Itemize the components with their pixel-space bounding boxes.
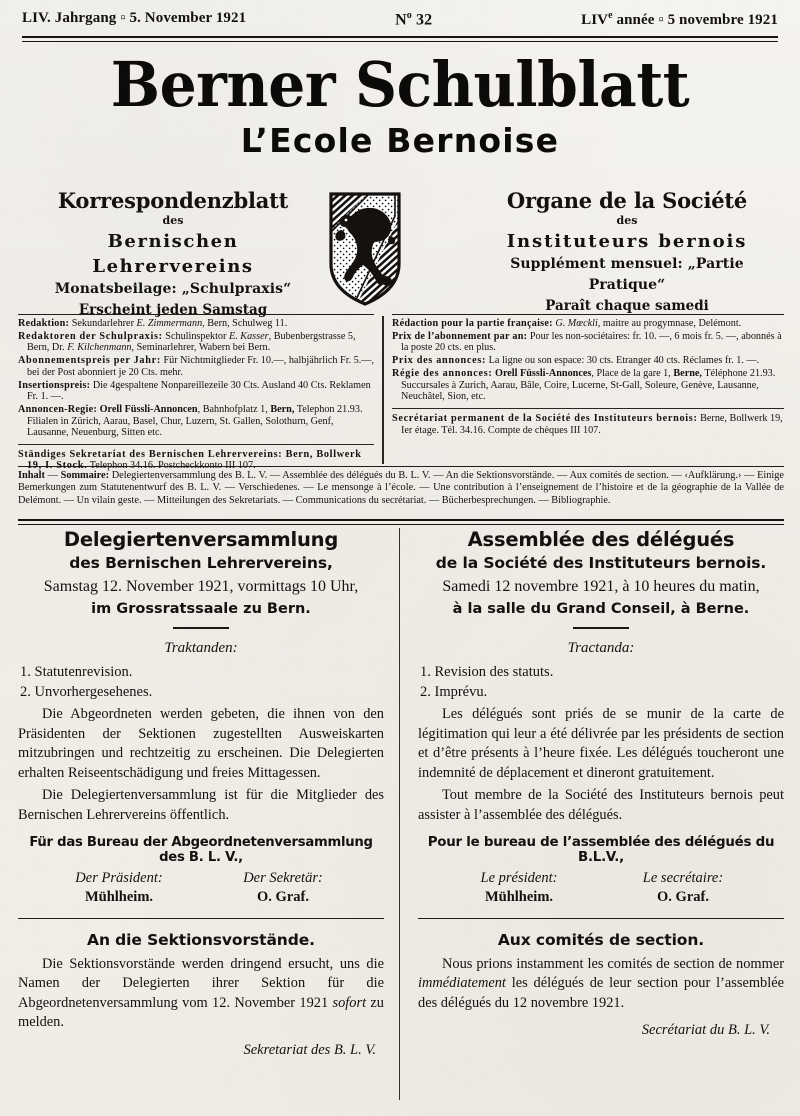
article-fr-subhead: de la Société des Instituteurs bernois. [435, 554, 767, 572]
article-de-section2-headline: An die Sektionsvorstände. [87, 930, 315, 949]
article-fr-secretary-role: Le secrétaire: [642, 869, 724, 886]
article-fr-agenda-item-2: 2. Imprévu. [420, 684, 488, 700]
bern-coat-of-arms-icon [327, 190, 403, 308]
contents-label-fr: Sommaire: [60, 470, 110, 481]
article-de-president-name: Mühlheim. [84, 888, 154, 905]
article-column-french [418, 528, 784, 1039]
imprint-de-divider [18, 444, 374, 445]
article-fr-president-name: Mühlheim. [484, 888, 554, 905]
subtitle-french [482, 188, 772, 316]
article-de-agenda-item-2: 2. Unvorhergesehenes. [20, 684, 153, 700]
article-fr-headline: Assemblée des délégués [467, 528, 735, 551]
article-de-secretary-role: Der Sekretär: [243, 869, 323, 886]
imprint-fr-redaction: Rédaction pour la partie française: G. Mœckli, maitre au progymnase, Delémont. [392, 318, 742, 329]
article-fr-para-2: Tout membre de la Société des Instituteurs bernois peut assister à l’assemblée des délégués. [418, 787, 784, 823]
article-de-para-2: Die Delegiertenversammlung ist für die Mitglieder des Bernischen Lehrervereins öffentlich. [18, 787, 384, 823]
article-de-subhead: des Bernischen Lehrervereins, [69, 554, 333, 572]
contents-rule-top [18, 466, 784, 467]
article-de-headline: Delegiertenversammlung [63, 528, 339, 551]
article-fr-president-slot [444, 869, 594, 907]
article-fr-agenda-label: Tractanda: [567, 640, 635, 656]
paper-title-french: L’Ecole Bernoise [240, 121, 560, 160]
subtitle-fr-line3: Instituteurs bernois [506, 231, 748, 252]
imprint-rule-right [392, 314, 784, 315]
article-fr-line4: à la salle du Grand Conseil, à Berne. [452, 601, 750, 617]
masthead [0, 48, 800, 160]
column-separator [399, 528, 400, 1100]
imprint-de-annoncen: Annoncen-Regie: Orell Füssli-Annoncen, Bahnhofplatz 1, Bern, Telephon 21.93. Filialen in Zürich, Aarau, Basel, Chur, Luzern, St. Gallen, Solothurn, Genf, Lausanne, Neuenburg, Sitten etc. [18, 403, 363, 439]
subtitle-de-line3: Bernischen Lehrervereins [92, 231, 254, 277]
article-de-line3: Samstag 12. November 1921, vormittags 10 Uhr, [43, 578, 359, 595]
subtitle-fr-line5: Paraît chaque samedi [545, 298, 709, 314]
imprint-vertical-separator [382, 316, 384, 464]
imprint-de-insertion: Insertionspreis: Die 4gespaltene Nonpareillezeile 30 Cts. Ausland 40 Cts. Reklamen Fr. 1. —. [18, 379, 371, 403]
imprint-rule-left [18, 314, 374, 315]
contents-rule-bottom [18, 519, 784, 525]
subtitle-de-line2: des [162, 214, 184, 227]
article-fr-section2-headline: Aux comités de section. [497, 930, 705, 949]
article-de-para-1: Die Abgeordneten werden gebeten, die ihnen von den Präsidenten der Sektionen zugestellten Ausweiskarten mitzubringen und rechtzeitig zu erscheinen. Die Delegierten erhalten Reiseentschädigung und freies Mittagessen. [18, 706, 384, 781]
subtitle-fr-line1: Organe de la Société [506, 188, 748, 213]
dateline-german: LIV. Jahrgang ▫ 5. November 1921 [22, 10, 247, 26]
article-fr-section2-signature: Secrétariat du B. L. V. [641, 1022, 770, 1039]
article-de-president-slot [44, 869, 194, 907]
article-de-secretary-slot [208, 869, 358, 907]
subtitle-german [28, 188, 318, 320]
subtitle-fr-line4: Supplément mensuel: „Partie Pratique“ [510, 256, 744, 293]
subtitle-de-line4: Monatsbeilage: „Schulpraxis“ [54, 281, 292, 297]
article-de-short-rule [173, 627, 229, 629]
subtitle-de-line5: Erscheint jeden Samstag [78, 302, 268, 318]
article-de-signatures [18, 869, 384, 907]
article-fr-signatures [418, 869, 784, 907]
article-fr-line3: Samedi 12 novembre 1921, à 10 heures du matin, [442, 578, 760, 595]
article-de-agenda-item-1: 1. Statutenrevision. [20, 664, 133, 680]
imprint-fr-abo: Prix de l’abonnement par an: Pour les non-sociétaires: fr. 10. —, 6 mois fr. 5. —, abonnés à la poste 20 cts. en plus. [392, 330, 782, 354]
paper-title-german: Berner Schulblatt [110, 48, 690, 121]
subtitle-de-line1: Korrespondenzblatt [57, 188, 289, 213]
article-fr-president-role: Le président: [480, 869, 558, 886]
article-fr-section-rule [418, 918, 784, 919]
subtitle-fr-line2: des [616, 214, 638, 227]
article-fr-secretary-slot [608, 869, 758, 907]
imprint-de-sekretariat: Ständiges Sekretariat des Bernischen Lehrervereins: Bern, Bollwerk 19, I. Stock. Telephon 34.16. Postcheckkonto III 107. [18, 448, 362, 472]
contents-label-de: Inhalt [18, 470, 45, 481]
article-fr-secretary-name: O. Graf. [657, 888, 709, 905]
issue-number: $N^o$ 32 [395, 10, 433, 29]
imprint-de-abo: Abonnementspreis per Jahr: Für Nichtmitglieder Fr. 10.—, halbjährlich Fr. 5.—, bei der Post abonniert je 20 Cts. mehr. [18, 355, 374, 378]
article-column-german [18, 528, 384, 1059]
imprint-fr-secretariat: Secrétariat permanent de la Société des Instituteurs bernois: Berne, Bollwerk 19, Ier étage. Tél. 34.16. Compte de chèques III 107. [392, 412, 783, 436]
imprint-german [18, 318, 374, 473]
contents-text: Delegiertenversammlung des B. L. V. — Assemblée des délégués du B. L. V. — An die Sektionsvorstände. — Aux comités de section. — ‹Aufklärung.› — Einige Bemerkungen zum Statutenentwurf des B. L. V. — Verschiedenes. — Le mensonge à l’école. — Une contribution à l’enseignement de l’histoire et de la géographie de la Vallée de Delémont. — Un vilain geste. — Mitteilungen des Sekretariats. — Communications du secrétariat. — Bücherbesprechungen. — Bibliographie. [18, 470, 784, 506]
imprint-fr-regie: Régie des annonces: Orell Füssli-Annonces, Place de la gare 1, Berne, Téléphone 21.93. Succursales à Zurich, Aarau, Bâle, Coire, Lucerne, St-Gall, Soleure, Genève, Lausanne, Neuchâtel, Sion, etc. [392, 367, 776, 403]
article-fr-section2-para: Nous prions instamment les comités de section de nommer immédiatement les délégués de leur section pour l’assemblée des délégués du 12 novembre 1921. [418, 955, 784, 1011]
dateline-french: LIVe année ▫ 5 novembre 1921 [581, 10, 778, 28]
imprint-fr-annonces: Prix des annonces: La ligne ou son espace: 30 cts. Etranger 40 cts. Réclames fr. 1. —. [392, 355, 760, 367]
article-fr-agenda-item-1: 1. Revision des statuts. [420, 664, 554, 680]
imprint-fr-divider [392, 408, 784, 409]
article-fr-short-rule [573, 627, 629, 629]
dateline-rule [22, 36, 778, 42]
imprint-french [392, 318, 784, 437]
article-fr-bureau-line: Pour le bureau de l’assemblée des délégués du B.L.V., [427, 834, 775, 865]
imprint-de-redaktion: Redaktion: Sekundarlehrer E. Zimmermann, Bern, Schulweg 11. [18, 318, 288, 329]
article-columns [18, 528, 784, 1100]
imprint-de-redaktoren: Redaktoren der Schulpraxis: Schulinspektor E. Kasser, Bubenbergstrasse 5, Bern, Dr. F. Kilchenmann, Seminarlehrer, Wabern bei Bern. [18, 330, 356, 354]
article-de-line4: im Grossratssaale zu Bern. [91, 601, 311, 617]
dateline [22, 10, 778, 34]
article-de-secretary-name: O. Graf. [257, 888, 309, 905]
article-de-section-rule [18, 918, 384, 919]
article-de-president-role: Der Präsident: [75, 869, 163, 886]
article-de-agenda-label: Traktanden: [164, 640, 238, 656]
contents-summary: Inhalt — Sommaire: Delegiertenversammlung des B. L. V. — Assemblée des délégués du B. L. V. — An die Sektionsvorstände. — Aux comités de section. — ‹Aufklärung.› — Einige Bemerkungen zum Statutenentwurf des B. L. V. — Verschiedenes. — Le mensonge à l’école. — Une contribution à l’enseignement de l’histoire et de la géographie de la Vallée de Delémont. — Un vilain geste. — Mitteilungen des Sekretariats. — Communications du secrétariat. — Bücherbesprechungen. — Bibliographie. [18, 470, 784, 506]
article-de-bureau-line: Für das Bureau der Abgeordnetenversammlung des B. L. V., [29, 834, 373, 865]
article-fr-para-1: Les délégués sont priés de se munir de la carte de légitimation qui leur a été délivrée par les présidents de section et d’être présents à l’heure fixée. Les délégués toucheront une indemnité de déplacement et dineront gratuitement. [418, 706, 784, 781]
article-de-section2-signature: Sekretariat des B. L. V. [243, 1041, 376, 1058]
article-de-section2-para: Die Sektionsvorstände werden dringend ersucht, uns die Namen der Delegierten ihrer Sektion für die Abgeordnetenversammlung vom 12. November 1921 sofort zu melden. [18, 955, 384, 1031]
